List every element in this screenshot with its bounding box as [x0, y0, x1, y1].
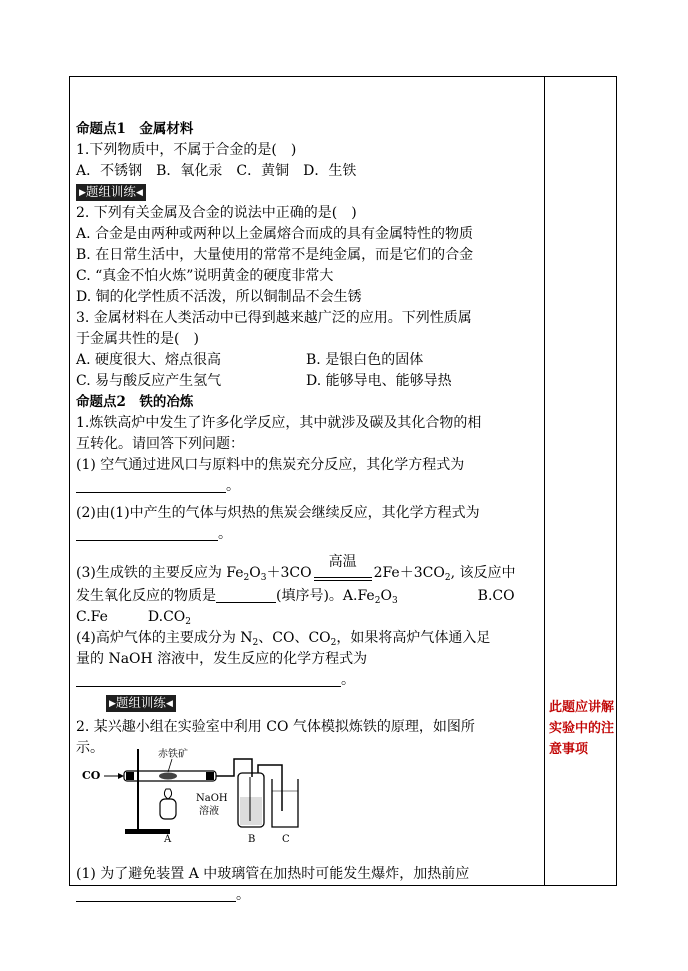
main-content: 命题点1 金属材料 1.下列物质中，不属于合金的是( ) A．不锈钢 B．氧化汞 C．黄铜 D．生铁 ▶题组训练◀ 2. 下列有关金属及合金的说法中正确的是( ) A. 合金是由两种或两种以上金属熔合而成的具有金属特性的物质 B. 在日常生活中，大量使用的常常不是纯金属，而是它们的合金 C. “真金不怕火炼”说明黄金的硬度非常大 D. 铜的化学性质不活泼，所以铜制品不会生锈 3. 金属材料在人类活动中已得到越来越广泛的应用。下列性质属 于金属共性的是( ) A. 硬度很大、熔点很高 B. 是银白色的固体 C. 易与酸反应产生氢气 D. 能够导电、能够导热 命题点2 铁的冶炼 1.炼铁高炉中发生了许多化学反应，其中就涉及碳及其化合物的相 互转化。请回答下列问题： (1) 空气通过进风口与原料中的焦炭充分反应，其化学方程式为 。 (2)由(1)中产生的气体与炽热的焦炭会继续反应，其化学方程式为 。 (3)生成铁的主要反应为 $Fe_2O_3+3CO$ 高温 $2Fe+3CO_2$, 该反应中 发生氧化反应的物质是 (填序号)。$A.Fe_2O_3$ B.CO C.Fe $D.CO_2$ (4)高炉气体的主要成分为 $N_2$、CO、$CO_2$，如果将高炉气体通入足 量的 NaOH 溶液中，发生反应的化学方程式为 。 ▶题组训练◀ 2. 某兴趣小组在实验室中利用 CO 气体模拟炼铁的原理，如图所 示。 (1) 为了避免装置 A 中玻璃管在加热时可能发生爆炸，加热前应 。	[76, 119, 538, 906]
q3-option-d: D. 能够导电、能够导热	[306, 373, 452, 389]
q4-stem-1: 1.炼铁高炉中发生了许多化学反应，其中就涉及碳及其化合物的相	[76, 415, 482, 431]
answer-blank[interactable]	[76, 478, 226, 493]
beaker	[272, 779, 298, 827]
q4-part-2: (2)由(1)中产生的气体与炽热的焦炭会继续反应，其化学方程式为	[76, 505, 480, 521]
label-c: C	[282, 834, 290, 843]
heading-iron-smelting: 命题点2 铁的冶炼	[76, 394, 194, 410]
q4-stem-2: 互转化。请回答下列问题：	[76, 436, 244, 452]
page-table	[69, 76, 617, 903]
q3-stem-1: 3. 金属材料在人类活动中已得到越来越广泛的应用。下列性质属	[76, 310, 472, 326]
teacher-note: 此题应讲解实验中的注意事项	[549, 700, 615, 757]
q4-part-3-options: C.Fe $D.CO_2$	[76, 609, 192, 627]
q4-part-1: (1) 空气通过进风口与原料中的焦炭充分反应，其化学方程式为	[76, 457, 465, 473]
label-b: B	[248, 834, 256, 843]
hematite-label: 赤铁矿	[158, 749, 188, 760]
hematite-sample	[159, 773, 177, 780]
alcohol-lamp	[160, 799, 176, 819]
apparatus-figure	[80, 741, 310, 843]
q3-option-a: A. 硬度很大、熔点很高	[76, 352, 222, 368]
solution-label: 溶液	[199, 806, 219, 817]
q3-option-c: C. 易与酸反应产生氢气	[76, 373, 222, 389]
q5-stem-2: 示。	[76, 740, 104, 756]
co-label: CO	[82, 769, 101, 782]
practice-badge: ▶题组训练◀	[76, 184, 146, 201]
q2-option-b: B. 在日常生活中，大量使用的常常不是纯金属，而是它们的合金	[76, 247, 474, 263]
q2-option-d: D. 铜的化学性质不活泼，所以铜制品不会生锈	[76, 289, 362, 305]
answer-blank[interactable]	[76, 887, 236, 902]
practice-badge: ▶题组训练◀	[106, 695, 176, 712]
triangle-right-icon: ▶	[109, 699, 116, 709]
q1-stem: 1.下列物质中，不属于合金的是( )	[76, 142, 297, 158]
q3-stem-2: 于金属共性的是( )	[76, 331, 199, 347]
q4-part-3-line2: 发生氧化反应的物质是 (填序号)。$A.Fe_2O_3$ B.CO	[76, 588, 515, 606]
triangle-left-icon: ◀	[165, 699, 173, 709]
heading-metal-materials: 命题点1 金属材料	[76, 121, 194, 137]
q2-option-c: C. “真金不怕火炼”说明黄金的硬度非常大	[76, 268, 334, 284]
q4-part-4-line2: 量的 NaOH 溶液中，发生反应的化学方程式为	[76, 651, 368, 667]
reaction-condition: 高温	[314, 568, 372, 582]
q4-part-3-equation: (3)生成铁的主要反应为 $Fe_2O_3+3CO$ 高温 $2Fe+3CO_2$, 该反应中	[76, 554, 516, 583]
naoh-label: NaOH	[196, 793, 228, 804]
q2-option-a: A. 合金是由两种或两种以上金属熔合而成的具有金属特性的物质	[76, 226, 474, 242]
q5-stem-1: 2. 某兴趣小组在实验室中利用 CO 气体模拟炼铁的原理，如图所	[76, 719, 475, 735]
q1-options: A．不锈钢 B．氧化汞 C．黄铜 D．生铁	[76, 163, 357, 179]
flame-icon	[164, 789, 171, 799]
column-divider	[544, 77, 545, 885]
answer-blank[interactable]	[76, 672, 341, 687]
q5-part-1: (1) 为了避免装置 A 中玻璃管在加热时可能发生爆炸，加热前应	[76, 866, 470, 882]
q4-part-4-line1: (4)高炉气体的主要成分为 $N_2$、CO、$CO_2$，如果将高炉气体通入足	[76, 630, 491, 648]
triangle-right-icon: ▶	[79, 188, 86, 198]
q2-stem: 2. 下列有关金属及合金的说法中正确的是( )	[76, 205, 357, 221]
answer-blank[interactable]	[216, 588, 276, 603]
triangle-left-icon: ◀	[135, 188, 143, 198]
answer-blank[interactable]	[76, 526, 218, 541]
label-a: A	[164, 834, 172, 843]
q3-option-b: B. 是银白色的固体	[306, 352, 424, 368]
